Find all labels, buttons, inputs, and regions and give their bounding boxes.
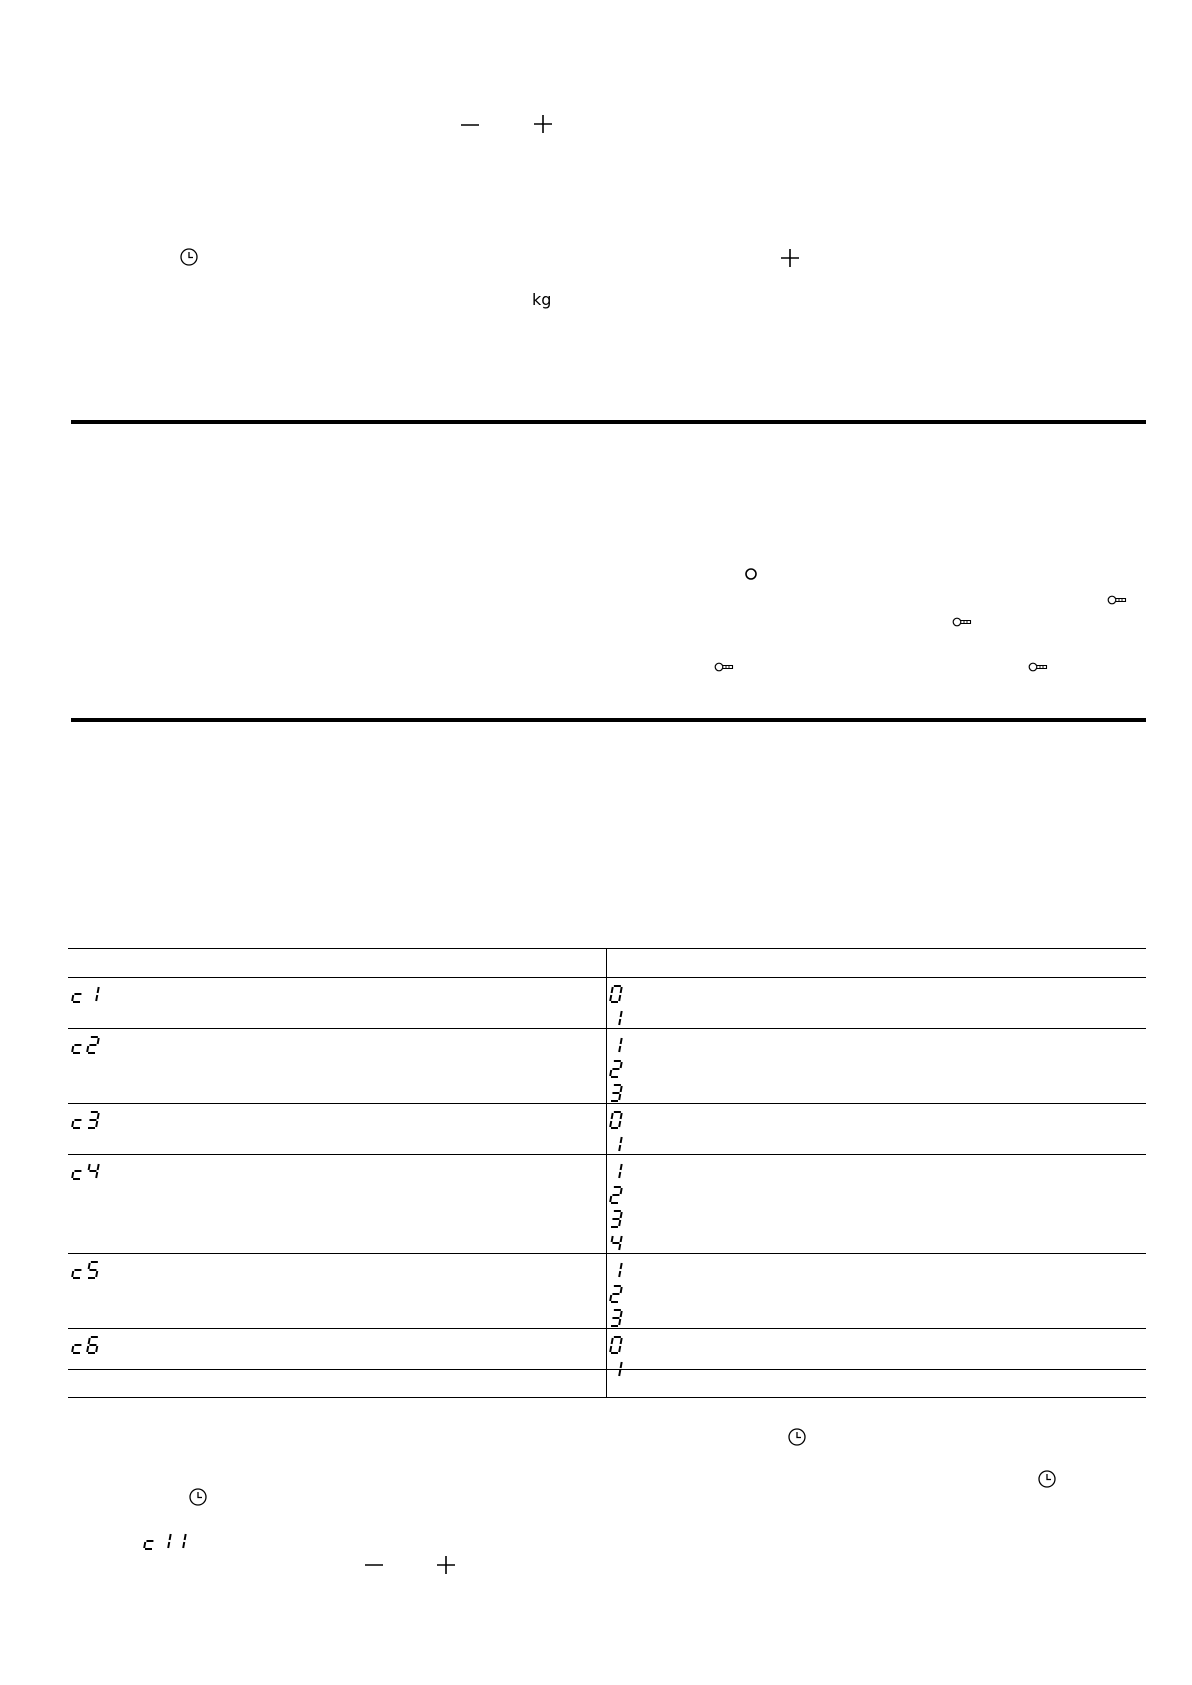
minus-icon bbox=[460, 116, 480, 136]
setting-code-glyphs bbox=[70, 1260, 107, 1280]
table-row-rule bbox=[68, 1328, 1146, 1329]
setting-value bbox=[608, 1185, 630, 1209]
table-footer-rule bbox=[68, 1397, 1146, 1398]
table-top-rule bbox=[68, 948, 1146, 949]
setting-code bbox=[70, 984, 107, 1008]
setting-value-glyph bbox=[608, 1008, 630, 1028]
clock-icon bbox=[179, 247, 199, 267]
setting-value bbox=[608, 1059, 630, 1083]
display-code-glyphs bbox=[142, 1531, 194, 1551]
clock-icon bbox=[1037, 1469, 1057, 1489]
setting-value-glyph bbox=[608, 1260, 630, 1280]
display-code-c11 bbox=[142, 1531, 194, 1555]
unit-label: kg bbox=[532, 290, 552, 309]
setting-value-glyph bbox=[608, 1161, 630, 1181]
setting-code-glyphs bbox=[70, 984, 107, 1004]
table-row-rule bbox=[68, 1028, 1146, 1029]
setting-value-glyph bbox=[608, 1335, 630, 1355]
clock-icon bbox=[188, 1487, 208, 1507]
table-row-rule bbox=[68, 1103, 1146, 1104]
setting-value bbox=[608, 1359, 630, 1383]
setting-code-glyphs bbox=[70, 1161, 107, 1181]
table-column-divider bbox=[606, 1370, 607, 1397]
table-column-divider bbox=[606, 1254, 607, 1328]
setting-value-glyph bbox=[608, 1059, 630, 1079]
setting-value bbox=[608, 1161, 630, 1185]
setting-code bbox=[70, 1110, 107, 1134]
plus-icon bbox=[436, 1555, 456, 1575]
setting-value-glyph bbox=[608, 1035, 630, 1055]
setting-value-glyph bbox=[608, 1134, 630, 1154]
table-column-divider bbox=[606, 1155, 607, 1253]
setting-value bbox=[608, 984, 630, 1008]
setting-value bbox=[608, 1110, 630, 1134]
setting-value-glyph bbox=[608, 1308, 630, 1328]
table-column-divider bbox=[606, 948, 607, 978]
setting-code-glyphs bbox=[70, 1335, 107, 1355]
setting-value bbox=[608, 1260, 630, 1284]
section-divider bbox=[71, 420, 1146, 424]
setting-value bbox=[608, 1035, 630, 1059]
table-column-divider bbox=[606, 978, 607, 1028]
setting-code bbox=[70, 1260, 107, 1284]
setting-value-glyph bbox=[608, 1233, 630, 1253]
plus-icon bbox=[780, 248, 800, 268]
setting-value-glyph bbox=[608, 1209, 630, 1229]
setting-code-glyphs bbox=[70, 1035, 107, 1055]
setting-value-glyph bbox=[608, 1110, 630, 1130]
table-column-divider bbox=[606, 1029, 607, 1103]
setting-code bbox=[70, 1335, 107, 1359]
section-divider bbox=[71, 718, 1146, 722]
setting-code bbox=[70, 1035, 107, 1059]
key-icon bbox=[952, 616, 972, 628]
setting-value bbox=[608, 1284, 630, 1308]
key-icon bbox=[714, 661, 734, 673]
setting-code-glyphs bbox=[70, 1110, 107, 1130]
table-column-divider bbox=[606, 1104, 607, 1154]
clock-icon bbox=[787, 1427, 807, 1447]
key-icon bbox=[1107, 594, 1127, 606]
setting-value-glyph bbox=[608, 1185, 630, 1205]
circle-icon bbox=[744, 567, 758, 581]
table-header-rule bbox=[68, 977, 1146, 978]
setting-value-glyph bbox=[608, 1284, 630, 1304]
minus-icon bbox=[364, 1556, 384, 1576]
key-icon bbox=[1028, 661, 1048, 673]
table-bottom-rule bbox=[68, 1369, 1146, 1370]
plus-icon bbox=[533, 114, 553, 134]
setting-value bbox=[608, 1335, 630, 1359]
table-row-rule bbox=[68, 1253, 1146, 1254]
setting-value bbox=[608, 1209, 630, 1233]
setting-value-glyph bbox=[608, 984, 630, 1004]
setting-code bbox=[70, 1161, 107, 1185]
setting-value-glyph bbox=[608, 1083, 630, 1103]
table-row-rule bbox=[68, 1154, 1146, 1155]
